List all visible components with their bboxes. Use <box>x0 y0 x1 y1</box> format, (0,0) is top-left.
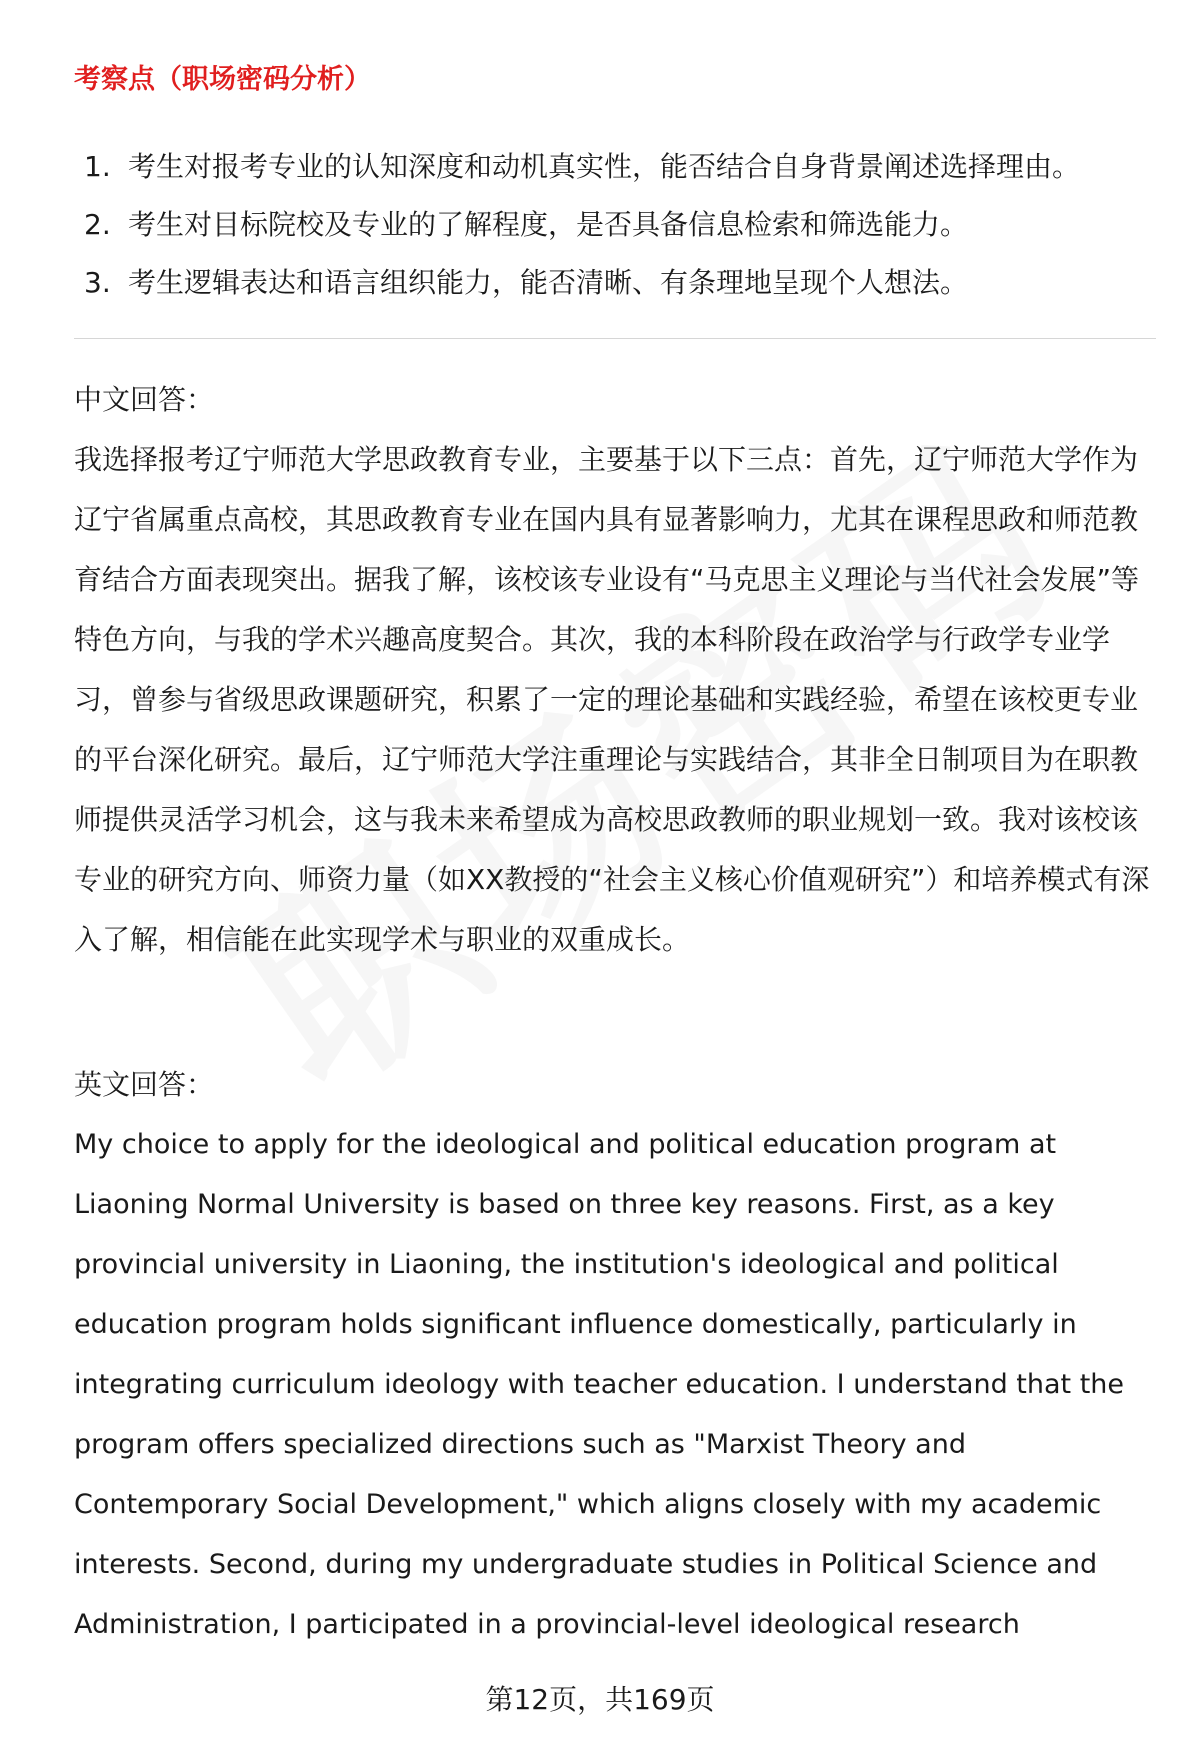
list-item-number: 2. <box>84 208 111 241</box>
english-answer-text: My choice to apply for the ideological and political education program at Liaoning Normal University is based on three key reasons. First, as a key provincial university in Liaoning, the institution's ideological and political education program holds significant influence domestically, particularly in integrating curriculum ideology with teacher education. I understand that the program offers specialized directions such as "Marxist Theory and Contemporary Social Development," which aligns closely with my academic interests. Second, during my undergraduate studies in Political Science and Administration, I participated in a provincial-level ideological research <box>74 1129 1125 1640</box>
chinese-answer-text: 我选择报考辽宁师范大学思政教育专业，主要基于以下三点：首先，辽宁师范大学作为辽宁省属重点高校，其思政教育专业在国内具有显著影响力，尤其在课程思政和师范教育结合方面表现突出。据我了解，该校该专业设有“马克思主义理论与当代社会发展”等特色方向，与我的学术兴趣高度契合。其次，我的本科阶段在政治学与行政学专业学习，曾参与省级思政课题研究，积累了一定的理论基础和实践经验，希望在该校更专业的平台深化研究。最后，辽宁师范大学注重理论与实践结合，其非全日制项目为在职教师提供灵活学习机会，这与我未来希望成为高校思政教师的职业规划一致。我对该校该专业的研究方向、师资力量（如XX教授的“社会主义核心价值观研究”）和培养模式有深入了解，相信能在此实现学术与职业的双重成长。 <box>74 443 1150 956</box>
english-answer-label: 英文回答： <box>74 1068 215 1101</box>
list-item-text: 考生对报考专业的认知深度和动机真实性，能否结合自身背景阐述选择理由。 <box>128 150 1081 183</box>
list-item-text: 考生对目标院校及专业的了解程度，是否具备信息检索和筛选能力。 <box>128 208 969 241</box>
list-item <box>84 196 1144 254</box>
page-number: 第12页，共169页 <box>485 1683 715 1716</box>
list-item-number: 1. <box>84 150 111 183</box>
chinese-answer-label: 中文回答： <box>74 383 215 416</box>
list-item <box>84 138 1144 196</box>
list-item-number: 3. <box>84 266 111 299</box>
section-title: 考察点（职场密码分析） <box>74 64 371 95</box>
list-item-text: 考生逻辑表达和语言组织能力，能否清晰、有条理地呈现个人想法。 <box>128 266 969 299</box>
assessment-points-list <box>84 138 1144 312</box>
divider <box>74 338 1156 339</box>
list-item <box>84 254 1144 312</box>
